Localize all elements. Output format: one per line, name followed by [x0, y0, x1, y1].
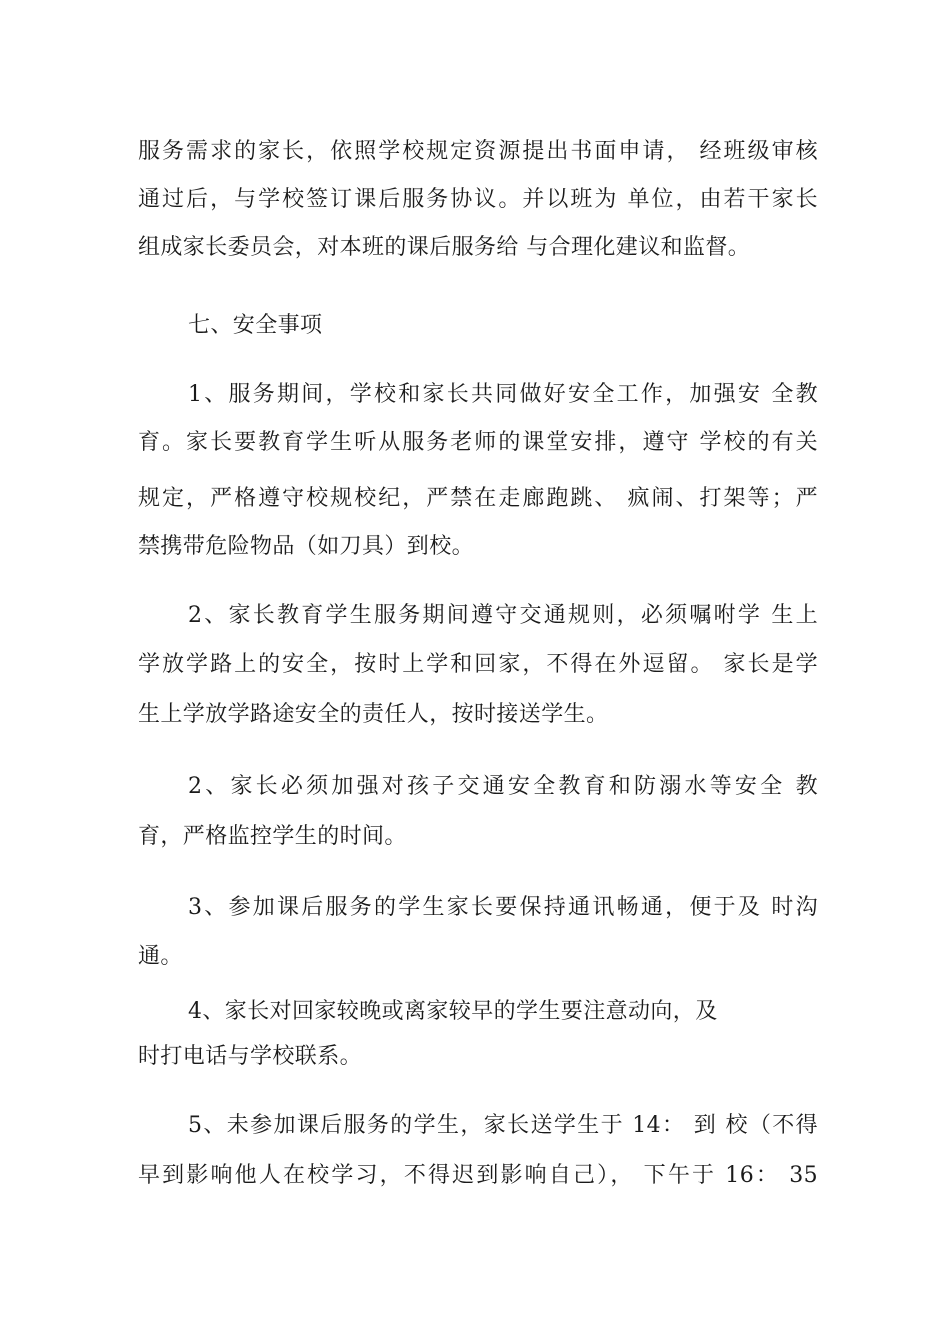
text-line: 禁携带危险物品（如刀具）到校。	[138, 534, 475, 559]
text-line: 通过后，与学校签订课后服务协议。并以班为 单位，由若干家长	[138, 187, 818, 212]
text-line: 1、服务期间，学校和家长共同做好安全工作，加强安 全教	[188, 382, 818, 407]
text-line: 生上学放学路途安全的责任人，按时接送学生。	[138, 702, 609, 727]
text-line: 育，严格监控学生的时间。	[138, 824, 407, 849]
text-line: 早到影响他人在校学习，不得迟到影响自己）， 下午于 16： 35	[138, 1163, 818, 1188]
text-line: 服务需求的家长，依照学校规定资源提出书面申请， 经班级审核	[138, 139, 818, 164]
text-line: 通。	[138, 944, 183, 969]
section-heading: 七、安全事项	[188, 313, 323, 338]
text-line: 2、家长教育学生服务期间遵守交通规则，必须嘱咐学 生上	[188, 603, 818, 628]
text-line: 时打电话与学校联系。	[138, 1044, 363, 1069]
text-line: 育。家长要教育学生听从服务老师的课堂安排，遵守 学校的有关	[138, 430, 818, 455]
text-line: 3、参加课后服务的学生家长要保持通讯畅通，便于及 时沟	[188, 895, 818, 920]
text-line: 组成家长委员会，对本班的课后服务给 与合理化建议和监督。	[138, 235, 751, 260]
text-line: 规定，严格遵守校规校纪，严禁在走廊跑跳、 疯闹、打架等；严	[138, 486, 818, 511]
text-line: 学放学路上的安全，按时上学和回家，不得在外逗留。 家长是学	[138, 652, 818, 677]
text-line: 4、家长对回家较晚或离家较早的学生要注意动向，及	[188, 999, 718, 1024]
text-line: 2、家长必须加强对孩子交通安全教育和防溺水等安全 教	[188, 774, 818, 799]
text-line: 5、未参加课后服务的学生，家长送学生于 14： 到 校（不得	[188, 1113, 818, 1138]
